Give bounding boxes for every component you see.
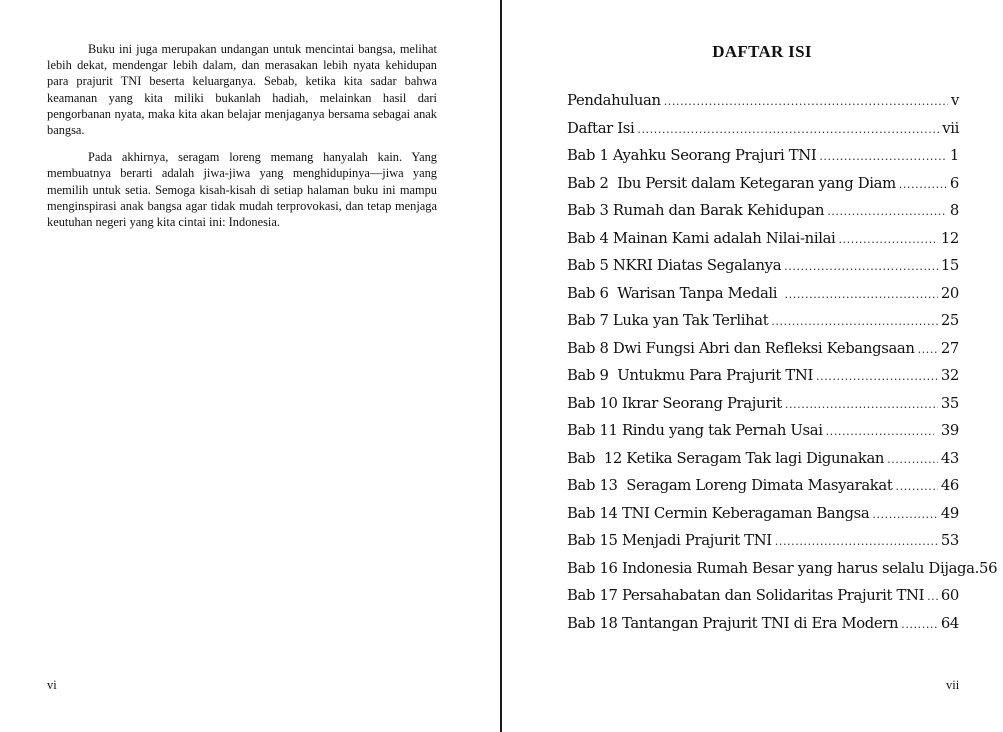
toc-leader-dots: [927, 590, 938, 603]
toc-entry[interactable]: [567, 395, 959, 423]
toc-entry-page: 53: [940, 532, 959, 549]
toc-entry[interactable]: [567, 120, 959, 148]
toc-entry-label: Bab 1 Ayahku Seorang Prajuri TNI: [567, 147, 817, 164]
toc-entry[interactable]: [567, 559, 998, 588]
toc-entry-label: Bab 16 Indonesia Rumah Besar yang harus selalu Dijaga.: [567, 559, 979, 577]
toc-leader-dots: [896, 480, 938, 493]
toc-leader-dots: [771, 315, 938, 328]
table-of-contents: [567, 92, 998, 642]
toc-entry-label: Bab 3 Rumah dan Barak Kehidupan: [567, 202, 825, 219]
toc-entry-page: 20: [940, 284, 959, 302]
toc-entry-page: 46: [940, 477, 959, 494]
toc-entry-page: v: [950, 92, 959, 109]
toc-entry-label: Bab 15 Menjadi Prajurit TNI: [567, 532, 772, 549]
toc-entry[interactable]: [567, 422, 959, 450]
toc-entry-page: 32: [940, 367, 959, 384]
toc-leader-dots: [918, 343, 938, 356]
toc-entry-page: 49: [940, 504, 959, 522]
toc-leader-dots: [827, 205, 947, 218]
toc-entry-page: 1: [949, 147, 959, 164]
toc-entry[interactable]: [567, 340, 959, 368]
toc-entry-label: Bab 9 Untukmu Para Prajurit TNI: [567, 367, 813, 384]
toc-entry-label: Bab 6 Warisan Tanpa Medali: [567, 284, 782, 302]
toc-entry[interactable]: [567, 367, 959, 395]
toc-leader-dots: [816, 370, 938, 383]
toc-entry[interactable]: [567, 615, 959, 643]
toc-entry[interactable]: [567, 175, 959, 203]
toc-entry-page: 12: [940, 229, 959, 247]
toc-entry-label: Bab 14 TNI Cermin Keberagaman Bangsa: [567, 504, 870, 522]
toc-leader-dots: [826, 425, 934, 438]
toc-leader-dots: [784, 260, 938, 273]
paragraph: Buku ini juga merupakan undangan untuk mencintai bangsa, melihat lebih dekat, mendengar lebih dalam, dan merasakan lebih nyata kehidupan para prajurit TNI beserta keluarganya. Sebab, ketika kita sadar bahwa keamanan yang kita miliki bukanlah hadiah, melainkan hasil dari pengorbanan nyata, maka kita akan belajar menjaganya bersama sebagai anak bangsa.: [47, 42, 437, 138]
toc-entry-label: Bab 12 Ketika Seragam Tak lagi Digunakan: [567, 449, 885, 467]
page-number-left: vi: [47, 678, 57, 692]
toc-leader-dots: [899, 178, 947, 191]
toc-entry-label: Bab 4 Mainan Kami adalah Nilai-nilai: [567, 229, 836, 247]
toc-entry-page: 60: [940, 587, 959, 604]
toc-leader-dots: [637, 123, 939, 136]
toc-entry[interactable]: [567, 285, 959, 313]
toc-entry[interactable]: [567, 312, 959, 340]
toc-leader-dots: [872, 508, 938, 521]
toc-entry-label: Bab 2 Ibu Persit dalam Ketegaran yang Diam: [567, 174, 896, 192]
toc-entry-label: Bab 8 Dwi Fungsi Abri dan Refleksi Kebangsaan: [567, 339, 915, 357]
toc-entry[interactable]: [567, 257, 959, 285]
toc-entry-page: 15: [940, 257, 959, 274]
toc-entry-page: 43: [940, 449, 959, 467]
toc-entry[interactable]: [567, 230, 959, 258]
toc-entry-label: Bab 18 Tantangan Prajurit TNI di Era Modern: [567, 614, 899, 632]
toc-leader-dots: [785, 288, 938, 301]
toc-entry[interactable]: [567, 450, 959, 478]
toc-entry-page: 6: [949, 174, 959, 192]
toc-leader-dots: [819, 150, 947, 163]
toc-entry-page: vii: [942, 119, 959, 137]
page-number-right: vii: [946, 678, 960, 692]
toc-entry-label: Daftar Isi: [567, 119, 635, 137]
left-page: [0, 0, 501, 732]
toc-entry-label: Pendahuluan: [567, 92, 661, 109]
right-page: [502, 0, 1003, 732]
toc-entry-page: 27: [940, 339, 959, 357]
toc-entry-label: Bab 17 Persahabatan dan Solidaritas Prajurit TNI: [567, 587, 925, 604]
toc-leader-dots: [785, 398, 938, 411]
paragraph: Pada akhirnya, seragam loreng memang hanyalah kain. Yang membuatnya berarti adalah jiwa-jiwa yang menghidupinya—jiwa yang memilih untuk setia. Semoga kisah-kisah di setiap halaman buku ini mampu menginspirasi anak bangsa agar tidak mudah terprovokasi, dan tetap menjaga keutuhan negeri yang kita cintai ini: Indonesia.: [47, 150, 437, 230]
toc-entry-label: Bab 13 Seragam Loreng Dimata Masyarakat: [567, 477, 893, 494]
toc-entry[interactable]: [567, 477, 959, 505]
toc-entry-page: 39: [936, 422, 959, 439]
toc-entry-page: 25: [940, 312, 959, 329]
toc-entry[interactable]: [567, 587, 959, 615]
toc-entry-page: 56: [979, 559, 998, 577]
toc-entry[interactable]: [567, 202, 959, 230]
toc-entry-page: 35: [940, 394, 959, 412]
toc-entry[interactable]: [567, 147, 959, 175]
toc-entry-label: Bab 10 Ikrar Seorang Prajurit: [567, 394, 782, 412]
toc-leader-dots: [664, 95, 948, 108]
toc-leader-dots: [775, 535, 938, 548]
toc-entry[interactable]: [567, 92, 959, 120]
toc-entry-page: 8: [949, 202, 959, 219]
toc-title: DAFTAR ISI: [712, 42, 812, 61]
body-text: [47, 41, 437, 241]
toc-leader-dots: [838, 233, 937, 246]
toc-entry[interactable]: [567, 505, 959, 533]
toc-entry-label: Bab 7 Luka yan Tak Terlihat: [567, 312, 769, 329]
toc-entry-label: Bab 5 NKRI Diatas Segalanya: [567, 257, 782, 274]
toc-entry-label: Bab 11 Rindu yang tak Pernah Usai: [567, 422, 823, 439]
toc-entry[interactable]: [567, 532, 959, 560]
toc-leader-dots: [887, 453, 938, 466]
toc-leader-dots: [901, 618, 938, 631]
toc-entry-page: 64: [940, 614, 959, 632]
